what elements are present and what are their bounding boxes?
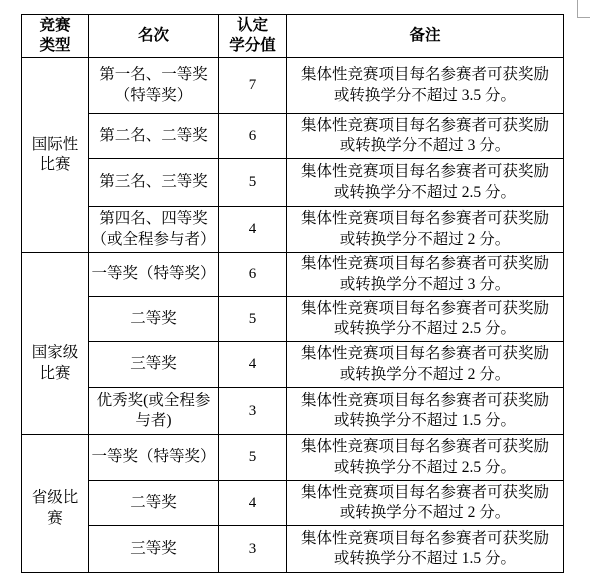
remark-cell: [287, 481, 564, 526]
header-line: 认定: [236, 16, 268, 34]
table-row: [22, 58, 564, 114]
remark-line: 或转换学分不超过 2.5 分。: [333, 320, 517, 337]
rank-cell: [89, 526, 219, 573]
remark-line: 集体性竞赛项目每名参赛者可获奖励: [300, 299, 549, 317]
rank-line: 二等奖: [130, 493, 177, 511]
competition-type-line: 比赛: [39, 364, 71, 382]
remark-cell: [287, 159, 564, 207]
table-row: [22, 114, 564, 159]
table-row: [22, 207, 564, 253]
table-header-row: [22, 15, 564, 58]
remark-line: 集体性竞赛项目每名参赛者可获奖励: [300, 438, 549, 455]
remark-line: 集体性竞赛项目每名参赛者可获奖励: [300, 116, 549, 134]
remark-cell: [287, 526, 564, 573]
credit-value-cell: 4: [219, 207, 287, 253]
remark-line: 集体性竞赛项目每名参赛者可获奖励: [300, 391, 549, 409]
header-remark: [287, 15, 564, 58]
header-line: 学分值: [229, 37, 276, 54]
credit-value-cell: 5: [219, 159, 287, 207]
remark-cell: [287, 388, 564, 435]
header-competition-type: [22, 15, 89, 58]
remark-line: 集体性竞赛项目每名参赛者可获奖励: [300, 210, 549, 227]
rank-line: 二等奖: [130, 309, 177, 327]
rank-line: 优秀奖(或全程参: [96, 391, 211, 409]
competition-type-line: 国家级: [31, 344, 79, 361]
remark-line: 或转换学分不超过 2 分。: [339, 504, 511, 521]
table-body: [22, 58, 564, 573]
header-rank: [89, 15, 219, 58]
credit-value-cell: 6: [219, 114, 287, 159]
rank-line: （特等奖）: [114, 86, 193, 104]
rank-cell: [89, 114, 219, 159]
remark-line: 或转换学分不超过 1.5 分。: [333, 412, 517, 429]
table-row: [22, 342, 564, 388]
rank-line: 一等奖（特等奖）: [91, 448, 216, 466]
rank-cell: [89, 342, 219, 388]
rank-line: 一等奖（特等奖）: [91, 265, 216, 283]
remark-cell: [287, 435, 564, 481]
table-header: [22, 15, 564, 58]
remark-line: 或转换学分不超过 2.5 分。: [333, 458, 517, 476]
remark-cell: [287, 207, 564, 253]
competition-type-line: 比赛: [39, 156, 71, 173]
remark-line: 集体性竞赛项目每名参赛者可获奖励: [300, 163, 549, 180]
remark-line: 集体性竞赛项目每名参赛者可获奖励: [300, 345, 549, 362]
credit-value-cell: 5: [219, 297, 287, 342]
table-row: [22, 159, 564, 207]
rank-cell: [89, 388, 219, 435]
competition-type-line: 国际性: [31, 135, 79, 153]
table-row: [22, 481, 564, 526]
competition-type-line: 赛: [47, 509, 63, 527]
credit-value-cell: 5: [219, 435, 287, 481]
header-credit: [219, 15, 287, 58]
table-row: [22, 253, 564, 297]
remark-line: 或转换学分不超过 3 分。: [339, 275, 511, 293]
remark-line: 集体性竞赛项目每名参赛者可获奖励: [300, 255, 549, 272]
rank-line: 与者): [135, 412, 172, 429]
credit-value-cell: 4: [219, 481, 287, 526]
table-row: [22, 297, 564, 342]
competition-credit-table: [21, 14, 564, 573]
remark-line: 或转换学分不超过 2 分。: [339, 230, 511, 248]
table-row: [22, 388, 564, 435]
competition-type-cell: [22, 58, 89, 253]
rank-line: 第三名、三等奖: [99, 173, 208, 191]
remark-cell: [287, 253, 564, 297]
competition-type-cell: [22, 435, 89, 573]
header-line: 竞赛: [39, 16, 71, 34]
remark-cell: [287, 114, 564, 159]
credit-value-cell: 7: [219, 58, 287, 114]
header-line: 类型: [39, 37, 71, 54]
credit-value-cell: 4: [219, 342, 287, 388]
remark-cell: [287, 297, 564, 342]
rank-cell: [89, 58, 219, 114]
rank-cell: [89, 159, 219, 207]
remark-cell: [287, 342, 564, 388]
rank-line: （或全程参与者）: [91, 230, 216, 248]
competition-type-cell: [22, 253, 89, 435]
remark-line: 或转换学分不超过 3.5 分。: [333, 86, 517, 104]
rank-line: 三等奖: [130, 355, 177, 373]
credit-value-cell: 6: [219, 253, 287, 297]
remark-cell: [287, 58, 564, 114]
remark-line: 或转换学分不超过 2 分。: [339, 365, 511, 383]
page-corner-mark: [577, 0, 590, 18]
rank-line: 三等奖: [130, 539, 177, 557]
remark-line: 集体性竞赛项目每名参赛者可获奖励: [300, 483, 549, 501]
rank-line: 第四名、四等奖: [99, 210, 208, 227]
remark-line: 集体性竞赛项目每名参赛者可获奖励: [300, 66, 549, 83]
credit-value-cell: 3: [219, 388, 287, 435]
competition-type-line: 省级比: [31, 489, 79, 506]
rank-cell: [89, 481, 219, 526]
header-line: 备注: [409, 26, 441, 44]
remark-line: 或转换学分不超过 3 分。: [339, 137, 511, 154]
rank-cell: [89, 435, 219, 481]
remark-line: 或转换学分不超过 1.5 分。: [333, 550, 517, 567]
table-row: [22, 526, 564, 573]
rank-cell: [89, 297, 219, 342]
rank-cell: [89, 253, 219, 297]
remark-line: 或转换学分不超过 2.5 分。: [333, 183, 517, 201]
table-row: [22, 435, 564, 481]
rank-cell: [89, 207, 219, 253]
credit-value-cell: 3: [219, 526, 287, 573]
header-line: 名次: [137, 26, 169, 44]
rank-line: 第一名、一等奖: [99, 66, 208, 83]
rank-line: 第二名、二等奖: [99, 126, 208, 144]
remark-line: 集体性竞赛项目每名参赛者可获奖励: [300, 529, 549, 547]
